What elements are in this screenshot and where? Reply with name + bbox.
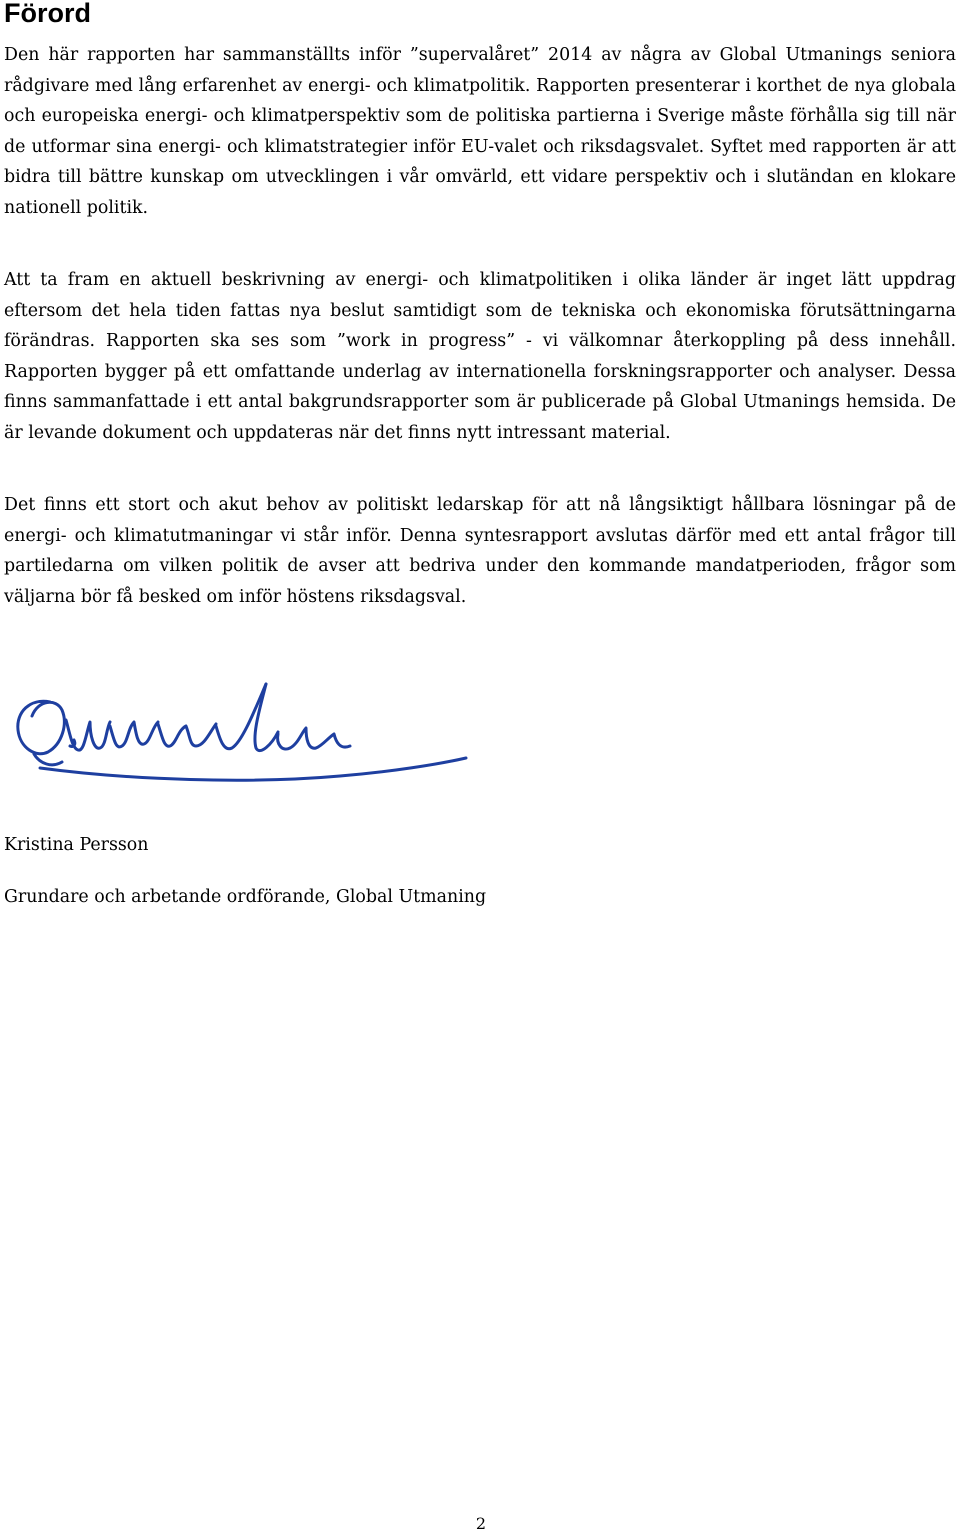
handwritten-signature [10, 672, 480, 802]
body-paragraph: Att ta fram en aktuell beskrivning av energi- och klimatpolitiken i olika länder är inget lätt uppdrag eftersom det hela tiden fattas nya beslut samtidigt som de tekniska och ekonomiska förutsättningarna förändras. Rapporten ska ses som ”work in progress” - vi välkomnar återkoppling på dess innehåll. Rapporten bygger på ett omfattande underlag av internationella forskningsrapporter och analyser. Dessa finns sammanfattade i ett antal bakgrundsrapporter som är publicerade på Global Utmanings hemsida. De är levande dokument och uppdateras när det finns nytt intressant material. [4, 270, 956, 443]
closing-paragraph: Det finns ett stort och akut behov av politiskt ledarskap för att nå långsiktigt hållbara lösningar på de energi- och klimatutmaningar vi står inför. Denna syntesrapport avslutas därför med ett antal frågor till partiledarna om vilken politik de avser att bedriva under den kommande mandatperioden, frågor som väljarna bör få besked om inför höstens riksdagsval. [4, 495, 956, 607]
page-number: 2 [475, 1514, 487, 1533]
signer-role: Grundare och arbetande ordförande, Global Utmaning [4, 887, 487, 907]
signer-name: Kristina Persson [4, 835, 149, 855]
intro-paragraph: Den här rapporten har sammanställts inför ”supervalåret” 2014 av några av Global Utmanings seniora rådgivare med lång erfarenhet av energi- och klimatpolitik. Rapporten presenterar i korthet de nya globala och europeiska energi- och klimatperspektiv som de politiska partierna i Sverige måste förhålla sig till när de utformar sina energi- och klimatstrategier inför EU-valet och riksdagsvalet. Syftet med rapporten är att bidra till bättre kunskap om utvecklingen i vår omvärld, ett vidare perspektiv och i slutändan en klokare nationell politik. [4, 45, 956, 218]
page-title: Förord [4, 0, 91, 28]
signature-strokes [18, 684, 466, 780]
